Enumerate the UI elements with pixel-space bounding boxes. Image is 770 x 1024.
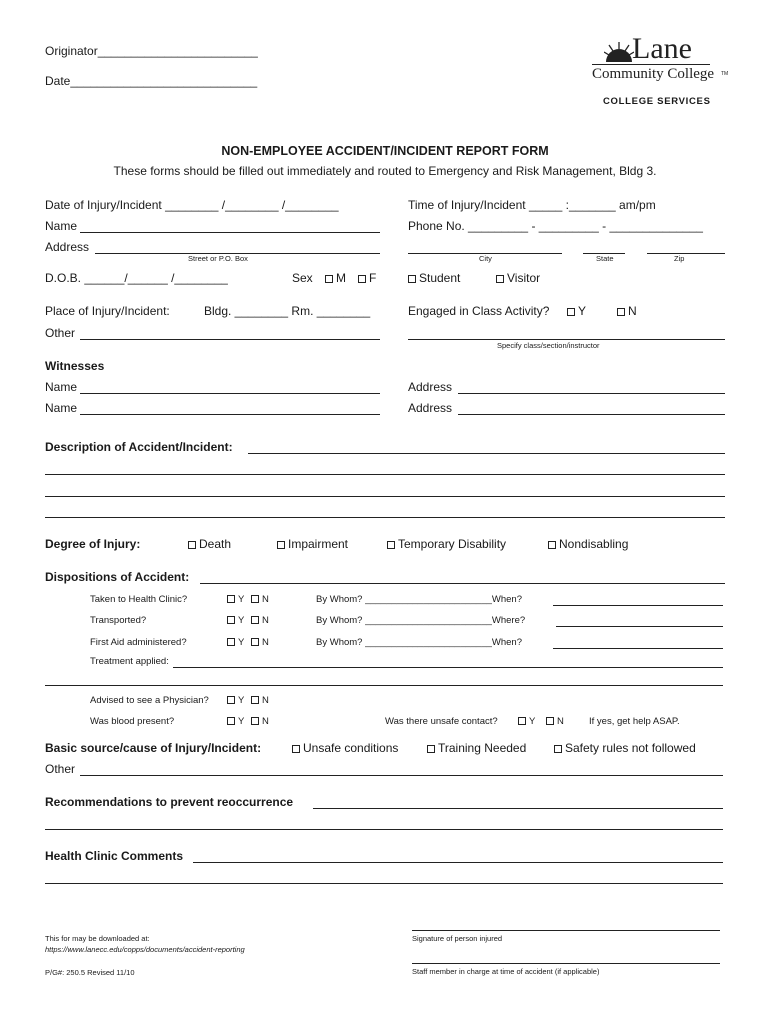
checkbox-icon: [227, 595, 235, 603]
witness-name-label-1: Name: [45, 380, 78, 394]
sex-label: Sex: [292, 271, 313, 285]
originator-field[interactable]: Originator________________________: [45, 44, 258, 58]
unsafe-contact-n-checkbox[interactable]: N: [546, 716, 564, 727]
health-clinic-y-checkbox[interactable]: Y: [227, 594, 244, 605]
physician-question: Advised to see a Physician?: [90, 695, 209, 706]
first-aid-question: First Aid administered?: [90, 637, 187, 648]
form-title: NON-EMPLOYEE ACCIDENT/INCIDENT REPORT FORM: [221, 144, 549, 158]
checkbox-icon: [546, 717, 554, 725]
basic-source-other-label: Other: [45, 762, 76, 776]
degree-label: Degree of Injury:: [45, 537, 141, 551]
clinic-comments-input-2[interactable]: [45, 883, 723, 884]
unsafe-contact-y-checkbox[interactable]: Y: [518, 716, 535, 727]
lane-logo: [590, 32, 729, 111]
city-caption: City: [479, 254, 492, 263]
checkbox-icon: [408, 275, 416, 283]
blood-y-checkbox[interactable]: Y: [227, 716, 244, 727]
transported-question: Transported?: [90, 615, 147, 626]
signature-injured-line[interactable]: [412, 930, 720, 931]
checkbox-icon: [358, 275, 366, 283]
student-checkbox[interactable]: Student: [408, 271, 460, 285]
name-input[interactable]: [80, 232, 380, 233]
signature-staff-caption: Staff member in charge at time of accident (if applicable): [412, 967, 600, 976]
transported-y-checkbox[interactable]: Y: [227, 615, 244, 626]
checkbox-icon: [227, 717, 235, 725]
college-services-label: COLLEGE SERVICES: [603, 96, 711, 107]
transported-where-input[interactable]: [556, 626, 723, 627]
logo-subtitle: Community College: [592, 66, 715, 82]
street-caption: Street or P.O. Box: [188, 254, 248, 263]
degree-death-checkbox[interactable]: Death: [188, 537, 231, 551]
checkbox-icon: [567, 308, 575, 316]
health-clinic-by-whom[interactable]: By Whom? ________________________When?: [316, 594, 522, 605]
unsafe-contact-question: Was there unsafe contact?: [385, 716, 498, 727]
checkbox-icon: [548, 541, 556, 549]
safety-rules-checkbox[interactable]: Safety rules not followed: [554, 741, 696, 755]
checkbox-icon: [387, 541, 395, 549]
description-input-line-4[interactable]: [45, 517, 725, 518]
dob-field[interactable]: D.O.B. ______/______ /________: [45, 271, 228, 285]
engaged-n-checkbox[interactable]: N: [617, 304, 637, 318]
witness-address-label-2: Address: [408, 401, 453, 415]
degree-impairment-checkbox[interactable]: Impairment: [277, 537, 348, 551]
recommendations-input-1[interactable]: [313, 808, 723, 809]
transported-by-whom[interactable]: By Whom? ________________________Where?: [316, 615, 526, 626]
checkbox-icon: [554, 745, 562, 753]
sex-f-checkbox[interactable]: F: [358, 271, 376, 285]
logo-wordmark: Lane: [632, 32, 692, 65]
recommendations-label: Recommendations to prevent reoccurrence: [45, 795, 294, 809]
degree-nondisabling-checkbox[interactable]: Nondisabling: [548, 537, 628, 551]
checkbox-icon: [227, 616, 235, 624]
witness-name-input-1[interactable]: [80, 393, 380, 394]
sunrise-logo-icon: [604, 42, 634, 64]
treatment-label: Treatment applied:: [90, 656, 169, 667]
unsafe-conditions-checkbox[interactable]: Unsafe conditions: [292, 741, 398, 755]
checkbox-icon: [227, 638, 235, 646]
place-label: Place of Injury/Incident:: [45, 304, 170, 318]
time-of-injury-field[interactable]: Time of Injury/Incident _____ :_______ am/pm: [408, 198, 656, 212]
training-needed-checkbox[interactable]: Training Needed: [427, 741, 526, 755]
state-caption: State: [596, 254, 614, 263]
name-label: Name: [45, 219, 78, 233]
blood-question: Was blood present?: [90, 716, 175, 727]
checkbox-icon: [496, 275, 504, 283]
witness-name-label-2: Name: [45, 401, 78, 415]
specify-caption: Specify class/section/instructor: [497, 341, 600, 350]
checkbox-icon: [251, 638, 259, 646]
description-input-line-1[interactable]: [248, 453, 725, 454]
recommendations-input-2[interactable]: [45, 829, 723, 830]
checkbox-icon: [251, 696, 259, 704]
engaged-y-checkbox[interactable]: Y: [567, 304, 586, 318]
checkbox-icon: [292, 745, 300, 753]
physician-n-checkbox[interactable]: N: [251, 695, 269, 706]
description-label: Description of Accident/Incident:: [45, 440, 233, 454]
blood-n-checkbox[interactable]: N: [251, 716, 269, 727]
checkbox-icon: [277, 541, 285, 549]
health-clinic-when-input[interactable]: [553, 605, 723, 606]
other-input[interactable]: [80, 339, 380, 340]
visitor-checkbox[interactable]: Visitor: [496, 271, 540, 285]
signature-injured-caption: Signature of person injured: [412, 934, 503, 943]
treatment-input-2[interactable]: [45, 685, 723, 686]
first-aid-n-checkbox[interactable]: N: [251, 637, 269, 648]
dispositions-input[interactable]: [200, 583, 725, 584]
asap-note: If yes, get help ASAP.: [589, 716, 680, 727]
witnesses-heading: Witnesses: [45, 359, 105, 373]
checkbox-icon: [227, 696, 235, 704]
class-section-input[interactable]: [408, 339, 725, 340]
checkbox-icon: [325, 275, 333, 283]
form-subtitle: These forms should be filled out immediately and routed to Emergency and Risk Management, Bldg 3.: [113, 164, 657, 178]
signature-staff-line[interactable]: [412, 963, 720, 964]
basic-source-other-input[interactable]: [80, 775, 723, 776]
witness-address-input-2[interactable]: [458, 414, 725, 415]
date-of-injury-field[interactable]: Date of Injury/Incident ________ /________ /________: [45, 198, 339, 212]
checkbox-icon: [617, 308, 625, 316]
basic-source-label: Basic source/cause of Injury/Incident:: [45, 741, 262, 755]
checkbox-icon: [251, 595, 259, 603]
logo-trademark: TM: [721, 71, 729, 77]
description-input-line-3[interactable]: [45, 496, 725, 497]
description-input-line-2[interactable]: [45, 474, 725, 475]
physician-y-checkbox[interactable]: Y: [227, 695, 244, 706]
first-aid-when-input[interactable]: [553, 648, 723, 649]
download-note: This for may be downloaded at:: [45, 934, 150, 943]
zip-caption: Zip: [674, 254, 685, 263]
treatment-input-1[interactable]: [173, 667, 723, 668]
first-aid-by-whom[interactable]: By Whom? ________________________When?: [316, 637, 522, 648]
transported-n-checkbox[interactable]: N: [251, 615, 269, 626]
sex-m-checkbox[interactable]: M: [325, 271, 346, 285]
clinic-comments-label: Health Clinic Comments: [45, 849, 184, 863]
dispositions-label: Dispositions of Accident:: [45, 570, 190, 584]
witness-address-label-1: Address: [408, 380, 453, 394]
download-link[interactable]: https://www.lanecc.edu/copps/documents/accident-reporting: [45, 945, 245, 954]
other-label: Other: [45, 326, 76, 340]
witness-address-input-1[interactable]: [458, 393, 725, 394]
clinic-comments-input-1[interactable]: [193, 862, 723, 863]
checkbox-icon: [427, 745, 435, 753]
place-bldg-field[interactable]: Bldg. ________ Rm. ________: [204, 304, 371, 318]
degree-temporary-checkbox[interactable]: Temporary Disability: [387, 537, 506, 551]
address-label: Address: [45, 240, 90, 254]
form-number: P/G#: 250.5 Revised 11/10: [45, 968, 135, 977]
checkbox-icon: [188, 541, 196, 549]
witness-name-input-2[interactable]: [80, 414, 380, 415]
date-field[interactable]: Date____________________________: [45, 74, 258, 88]
checkbox-icon: [251, 717, 259, 725]
checkbox-icon: [518, 717, 526, 725]
first-aid-y-checkbox[interactable]: Y: [227, 637, 244, 648]
address-zip-input[interactable]: [647, 253, 725, 254]
health-clinic-n-checkbox[interactable]: N: [251, 594, 269, 605]
phone-field[interactable]: Phone No. _________ - _________ - ______________: [408, 219, 703, 233]
checkbox-icon: [251, 616, 259, 624]
engaged-label: Engaged in Class Activity?: [408, 304, 550, 318]
health-clinic-question: Taken to Health Clinic?: [90, 594, 188, 605]
